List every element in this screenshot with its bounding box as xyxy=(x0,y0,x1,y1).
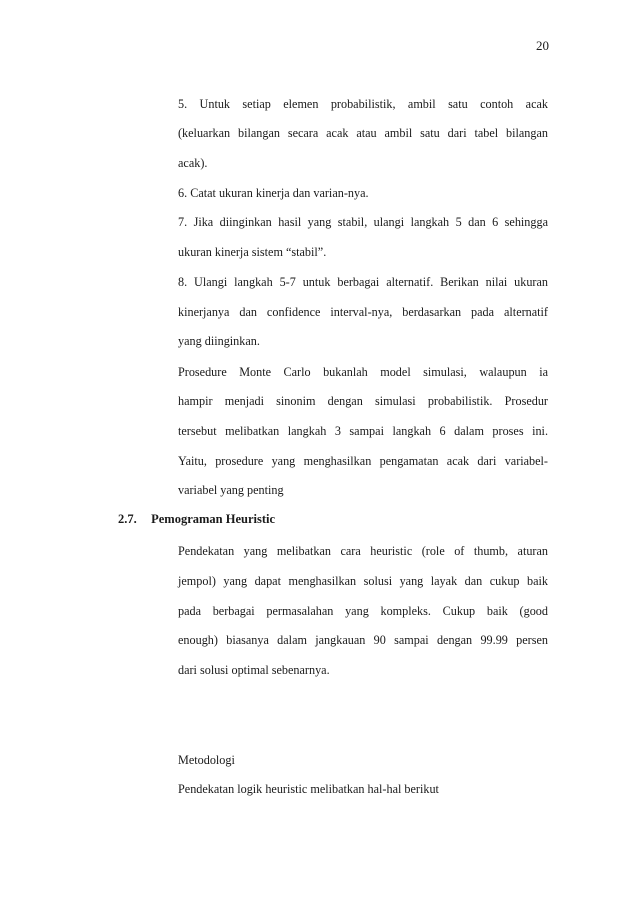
paragraph-metodologi-line: Pendekatan logik heuristic melibatkan hal-hal berikut xyxy=(178,782,439,796)
step-8-line-2: kinerjanya dan confidence interval-nya, berdasarkan pada alternatif xyxy=(178,305,548,319)
paragraph-heuristic-line-4: enough) biasanya dalam jangkauan 90 sampai dengan 99.99 persen xyxy=(178,633,548,647)
section-title: Pemograman Heuristic xyxy=(151,512,276,526)
step-7-line-2: ukuran kinerja sistem “stabil”. xyxy=(178,245,327,259)
paragraph-monte-carlo-line-5: variabel yang penting xyxy=(178,483,284,497)
step-8-line-3: yang diinginkan. xyxy=(178,334,260,348)
paragraph-monte-carlo-line-3: tersebut melibatkan langkah 3 sampai langkah 6 dalam proses ini. xyxy=(178,424,548,438)
section-heading xyxy=(118,512,275,527)
step-5-line-2: (keluarkan bilangan secara acak atau ambil satu dari tabel bilangan xyxy=(178,126,548,140)
paragraph-monte-carlo-line-4: Yaitu, prosedure yang menghasilkan pengamatan acak dari variabel- xyxy=(178,454,548,468)
page-number: 20 xyxy=(536,38,549,53)
paragraph-heuristic-line-1: Pendekatan yang melibatkan cara heuristic (role of thumb, aturan xyxy=(178,544,548,558)
step-6-line: 6. Catat ukuran kinerja dan varian-nya. xyxy=(178,186,369,200)
step-5-line-3: acak). xyxy=(178,156,208,170)
section-number: 2.7. xyxy=(118,512,137,526)
paragraph-heuristic-line-2: jempol) yang dapat menghasilkan solusi yang layak dan cukup baik xyxy=(178,574,548,588)
paragraph-heuristic-line-5: dari solusi optimal sebenarnya. xyxy=(178,663,330,677)
step-7-line-1: 7. Jika diinginkan hasil yang stabil, ulangi langkah 5 dan 6 sehingga xyxy=(178,215,548,229)
step-8-line-1: 8. Ulangi langkah 5-7 untuk berbagai alternatif. Berikan nilai ukuran xyxy=(178,275,548,289)
paragraph-monte-carlo-line-2: hampir menjadi sinonim dengan simulasi probabilistik. Prosedur xyxy=(178,394,548,408)
paragraph-heuristic-line-3: pada berbagai permasalahan yang kompleks. Cukup baik (good xyxy=(178,604,548,618)
paragraph-monte-carlo-line-1: Prosedure Monte Carlo bukanlah model simulasi, walaupun ia xyxy=(178,365,548,379)
step-5-line-1: 5. Untuk setiap elemen probabilistik, ambil satu contoh acak xyxy=(178,97,548,111)
subheading-metodologi: Metodologi xyxy=(178,753,235,767)
